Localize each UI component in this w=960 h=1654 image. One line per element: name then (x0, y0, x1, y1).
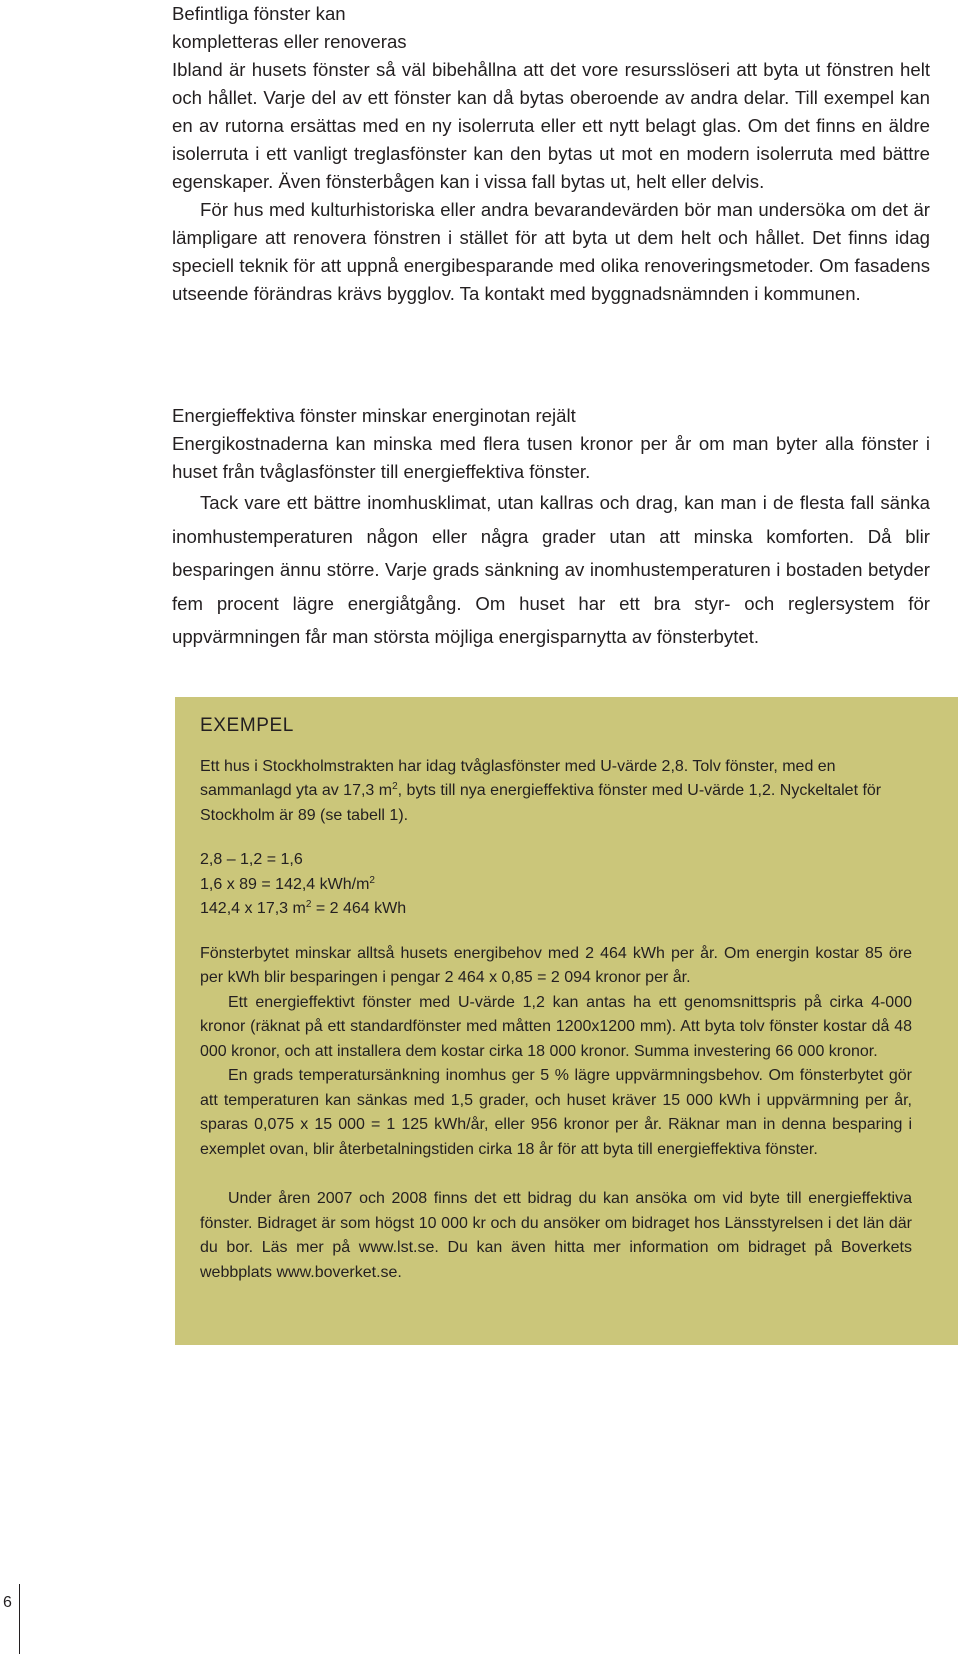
example-paragraph: Fönsterbytet minskar alltså husets energibehov med 2 464 kWh per år. Om energin kostar 85 öre per kWh blir besparingen i pengar 2 464 x 0,85 = 2 094 kronor per år. (200, 944, 912, 986)
example-paragraph: En grads temperatursänkning inomhus ger 5 % lägre uppvärmningsbehov. Om fönsterbytet gör att temperaturen kan sänkas med 1,5 grader, och huset kräver 15 000 kWh i uppvärmning per år, sparas 0,075 x 15 000 = 1 125 kWh/år, eller 956 kronor per år. Räknar man in denna besparing i exemplet ovan, blir återbetalningstiden cirka 18 år för att byta till energieffektiva fönster. (200, 1067, 912, 1158)
body-paragraph: För hus med kulturhistoriska eller andra bevarandevärden bör man undersöka om det är lämpligare att renovera fönstren i stället för att byta ut dem helt och hållet. Det finns idag speciell teknik för att uppnå energibesparande med olika renoveringsmetoder. Om fasadens utseende förändras krävs bygglov. Ta kontakt med byggnadsnämnden i kommunen. (172, 199, 930, 304)
body-paragraph: Ibland är husets fönster så väl bibehållna att det vore resursslöseri att byta ut fönstren helt och hållet. Varje del av ett fönster kan då bytas oberoende av andra delar. Till exempel kan en av rutorna ersättas med en ny isolerruta eller ett nytt belagt glas. Om det finns en äldre isolerruta i ett vanligt treglasfönster kan den bytas ut mot en modern isolerruta med bättre egenskaper. Även fönsterbågen kan i vissa fall bytas ut, helt eller delvis. (172, 59, 930, 192)
example-intro: Ett hus i Stockholmstrakten har idag tvåglasfönster med U-värde 2,8. Tolv fönster, med en sammanlagd yta av 17,3 $m^2$, byts till nya energieffektiva fönster med U-värde 1,2. Nyckeltalet för Stockholm är 89 (se tabell 1). (200, 757, 882, 824)
footer-divider (19, 1584, 20, 1654)
calc-line: 142,4 x 17,3 $m^2 = 2$ 464 kWh (200, 899, 407, 917)
section-energy-efficient-windows (172, 402, 930, 654)
section-heading: Befintliga fönster kan kompletteras eller renoveras (172, 3, 407, 52)
body-paragraph: Tack vare ett bättre inomhusklimat, utan kallras och drag, kan man i de flesta fall sänka inomhustemperaturen någon eller några grader utan att minska komforten. Då blir besparingen ännu större. Varje grads sänkning av inomhustemperaturen i bostaden betyder fem procent lägre energiåtgång. Om huset har ett bra styr- och reglersystem för uppvärmningen får man största möjliga energisparnytta av fönsterbytet. (172, 492, 930, 647)
example-paragraph: Ett energieffektivt fönster med U-värde 1,2 kan antas ha ett genomsnittspris på cirka 4-000 kronor (räknat på ett standardfönster med måtten 1200x1200 mm). Att byta tolv fönster kostar då 48 000 kronor, och att installera dem kostar cirka 18 000 kronor. Summa investering 66 000 kronor. (200, 993, 912, 1060)
section-heading: Energieffektiva fönster minskar energinotan rejält (172, 405, 576, 426)
example-box (175, 697, 958, 1345)
body-paragraph: Energikostnaderna kan minska med flera tusen kronor per år om man byter alla fönster i huset från tvåglasfönster till energieffektiva fönster. (172, 433, 930, 482)
page-number: 6 (3, 1594, 12, 1611)
section-window-renovation (172, 0, 930, 308)
example-paragraph: Under åren 2007 och 2008 finns det ett bidrag du kan ansöka om vid byte till energieffektiva fönster. Bidraget är som högst 10 000 kr och du ansöker om bidraget hos Länsstyrelsen i det län där du bor. Läs mer på www.lst.se. Du kan även hitta mer information om bidraget på Boverkets webbplats www.boverket.se. (200, 1190, 912, 1281)
calc-line: 1,6 x 89 = 142,4 kWh/$m^2$ (200, 874, 375, 893)
example-title: EXEMPEL (200, 715, 294, 736)
calc-line: 2,8 – 1,2 = 1,6 (200, 851, 303, 868)
